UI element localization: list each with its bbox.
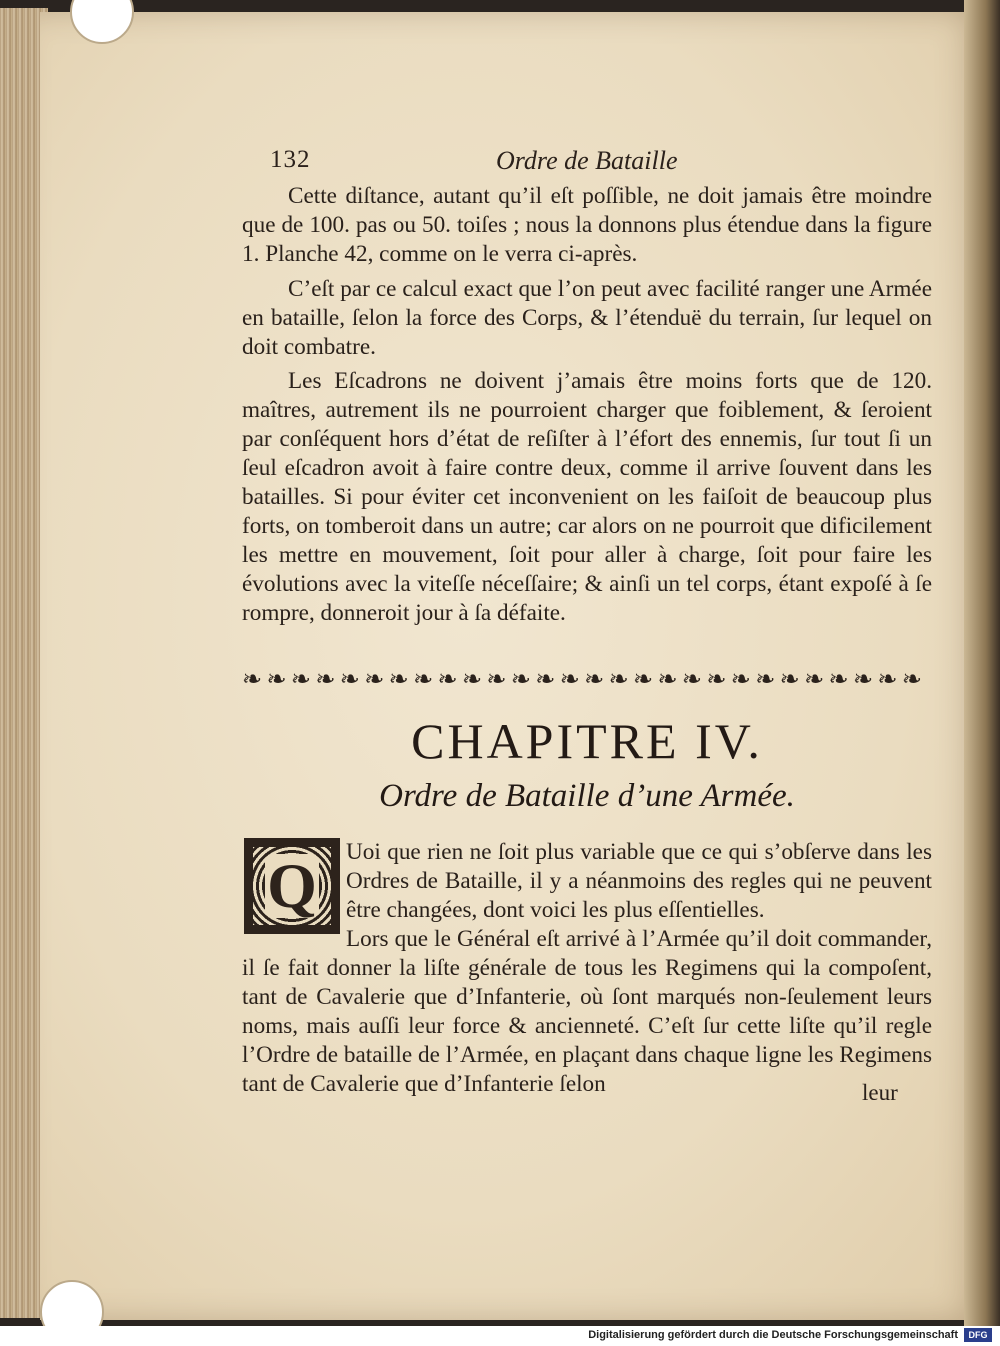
chapter-text-block — [242, 925, 932, 1098]
dfg-logo: DFG — [964, 1328, 992, 1342]
chapter-title: CHAPITRE IV. — [411, 713, 763, 769]
first-paragraph: Uoi que rien ne ſoit plus variable que ce qui s’obſerve dans les Ordres de Bataille, il y a néanmoins des regles qui ne peuvent être changées, dont voici les plus eſſentielles. — [346, 839, 932, 923]
running-head: Ordre de Bataille — [496, 146, 678, 175]
top-text-block — [242, 182, 932, 628]
decorated-initial — [244, 838, 340, 934]
paragraph: Cette diſtance, autant qu’il eſt poſſible, ne doit jamais être moindre que de 100. pas ou 50. toiſes ; nous la donnons plus étendue dans la figure 1. Planche 42, comme on le verra ci-après. — [242, 183, 932, 267]
dropcap-text-block — [346, 838, 932, 925]
page-header — [270, 146, 930, 186]
drop-cap-letter: Q — [265, 854, 319, 918]
second-paragraph: Lors que le Général eſt arrivé à l’Armée qu’il doit commander, il ſe fait donner la liſte générale de tous les Regimens qui la compoſent, tant de Cavalerie que d’Infanterie, où ſont marqués non-ſeulement leurs noms, mais auſſi leur force & ancienneté. C’eſt ſur cette liſte qu’il regle l’Ordre de bataille de l’Armée, en plaçant dans chaque ligne les Regimens tant de Cavalerie que d’Infanterie ſelon — [242, 926, 932, 1097]
page-number: 132 — [270, 146, 311, 173]
chapter-subtitle: Ordre de Bataille d’une Armée. — [379, 778, 795, 814]
catchword: leur — [862, 1080, 898, 1105]
book-gutter — [964, 0, 1000, 1326]
paragraph: C’eſt par ce calcul exact que l’on peut avec facilité ranger une Armée en bataille, ſelon la force des Corps, & l’étenduë du terrain, ſur lequel on doit combatre. — [242, 275, 932, 360]
ornament-divider: ❧ ❧ ❧ ❧ ❧ ❧ ❧ ❧ ❧ ❧ ❧ ❧ ❧ ❧ ❧ ❧ ❧ ❧ ❧ ❧ ❧ ❧ ❧ ❧ ❧ ❧ ❧ ❧ — [242, 666, 922, 693]
digitization-footer — [0, 1326, 1000, 1346]
paragraph: Les Eſcadrons ne doivent j’amais être moins forts que de 120. maîtres, autrement ils ne pourroient charger que foiblement, & ſeroient par conſéquent hors d’état de reſiſter à l’éfort des ennemis, ſur tout ſi un ſeul eſcadron avoit à faire contre deux, comme il arrive ſouvent dans les batailles. Si pour éviter cet inconvenient on les faiſoit de beaucoup plus forts, on tomberoit dans un autre; car alors on ne pourroit que dificilement les mettre en mouvement, ſoit pour aller à charge, ſoit pour faire les évolutions avec la viteſſe néceſſaire; & ainſi un tel corps, étant expoſé à ſe rompre, donneroit jour à ſa défaite. — [242, 368, 932, 626]
footer-credit: Digitalisierung gefördert durch die Deutsche Forschungsgemeinschaft — [588, 1329, 958, 1341]
